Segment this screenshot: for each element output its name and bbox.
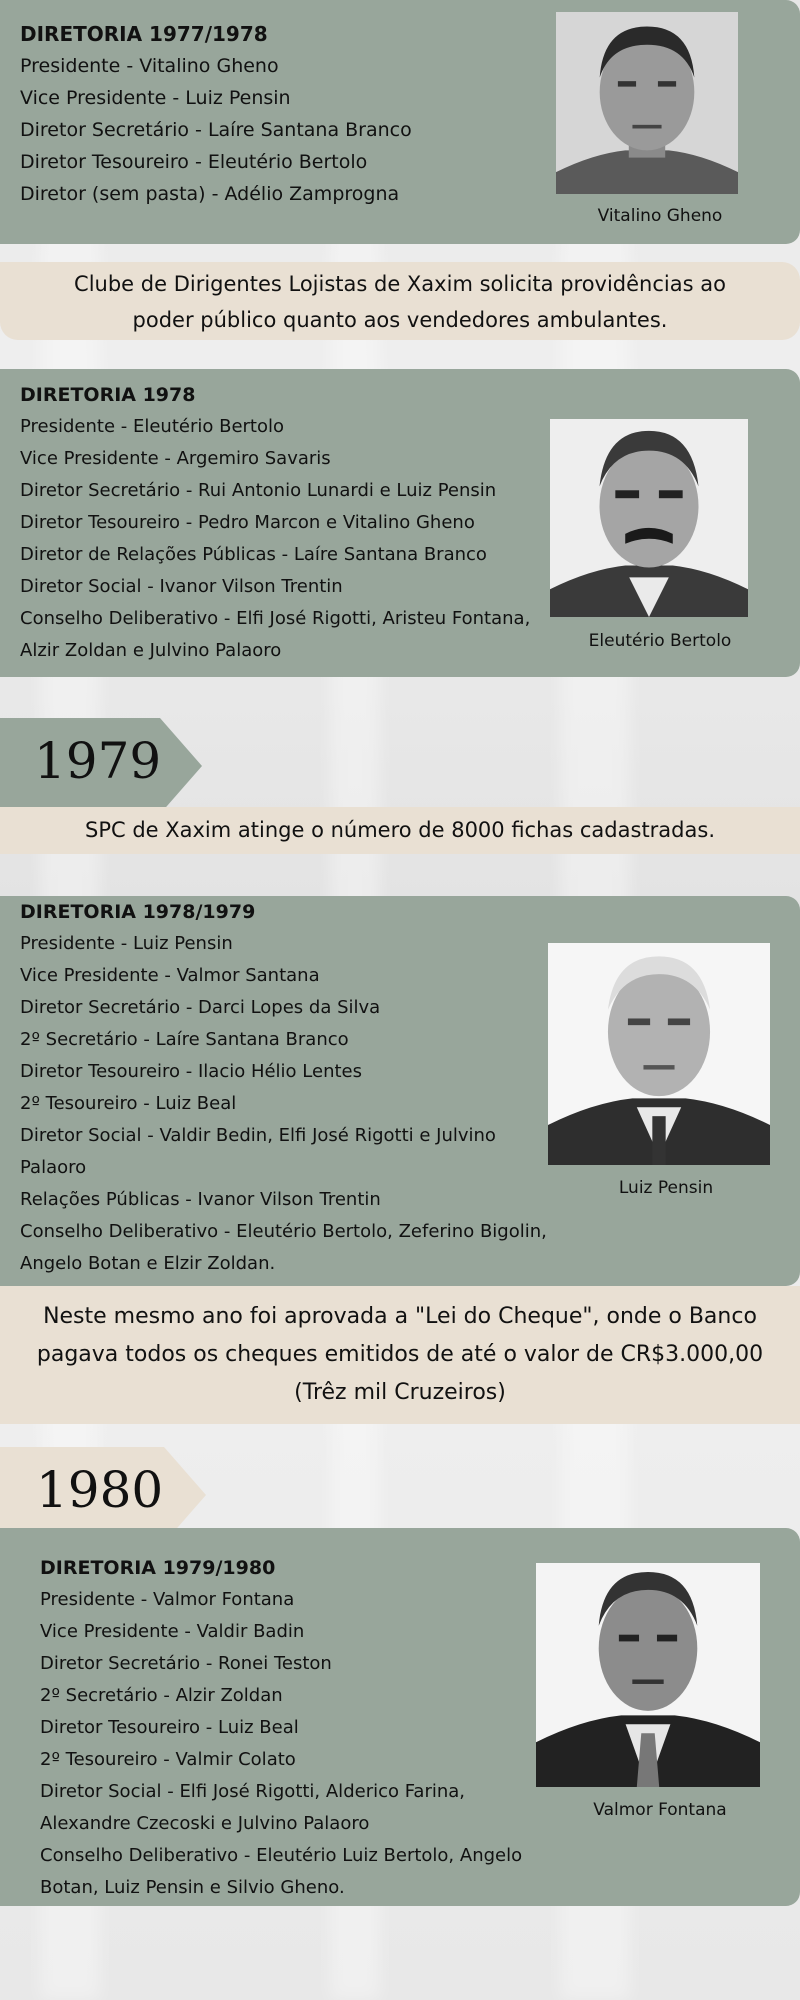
board-member-line: Diretor Social - Ivanor Vilson Trentin [20,576,343,597]
note-text: SPC de Xaxim atinge o número de 8000 fichas cadastradas. [84,818,715,842]
note-text-line: Clube de Dirigentes Lojistas de Xaxim solicita providências ao [74,272,726,296]
note-text-line: pagava todos os cheques emitidos de até o valor de CR$3.000,00 [36,1342,764,1367]
board-1978-1979-panel [0,896,800,1286]
board-1978-panel [0,369,800,677]
portrait-caption: Eleutério Bertolo [588,631,732,651]
note-text-line: (Trêz mil Cruzeiros) [294,1380,506,1405]
board-member-line: Diretor (sem pasta) - Adélio Zamprogna [20,183,400,205]
board-member-line: Angelo Botan e Elzir Zoldan. [20,1253,276,1274]
portrait-photo [548,943,770,1165]
board-member-line: Vice Presidente - Luiz Pensin [20,87,291,109]
board-member-line: Botan, Luiz Pensin e Silvio Gheno. [40,1877,345,1898]
board-member-line: Vice Presidente - Argemiro Savaris [20,448,331,469]
board-heading: DIRETORIA 1977/1978 [20,22,268,46]
portrait-photo [536,1563,760,1787]
board-member-line: Diretor Secretário - Ronei Teston [40,1653,332,1674]
note-banner [0,262,800,340]
board-member-line: Diretor Tesoureiro - Pedro Marcon e Vitalino Gheno [20,512,475,533]
board-heading: DIRETORIA 1979/1980 [40,1557,276,1579]
board-member-line: Diretor Social - Elfi José Rigotti, Alderico Farina, [40,1781,466,1802]
board-member-line: Presidente - Luiz Pensin [20,933,233,954]
note-banner [0,1286,800,1424]
board-member-line: 2º Tesoureiro - Luiz Beal [20,1093,237,1114]
board-heading: DIRETORIA 1978 [20,384,196,406]
board-member-line: Palaoro [20,1157,87,1178]
board-member-line: Diretor Tesoureiro - Ilacio Hélio Lentes [20,1061,362,1082]
note-text-line: poder público quanto aos vendedores ambulantes. [132,308,668,332]
board-member-line: Diretor Secretário - Darci Lopes da Silva [20,997,381,1018]
year-label: 1980 [36,1461,164,1519]
board-member-line: Diretor Social - Valdir Bedin, Elfi José Rigotti e Julvino [20,1125,496,1146]
board-member-line: Alexandre Czecoski e Julvino Palaoro [40,1813,370,1834]
board-member-line: Vice Presidente - Valdir Badin [40,1621,305,1642]
board-member-line: Alzir Zoldan e Julvino Palaoro [20,640,282,661]
note-banner [0,807,800,854]
year-1979-marker [0,718,202,814]
portrait-caption: Vitalino Gheno [597,206,723,226]
board-member-line: Diretor Tesoureiro - Eleutério Bertolo [20,151,368,173]
board-member-line: Presidente - Vitalino Gheno [20,55,279,77]
board-member-line: Diretor de Relações Públicas - Laíre Santana Branco [20,544,487,565]
board-member-line: Conselho Deliberativo - Elfi José Rigotti, Aristeu Fontana, [20,608,531,629]
board-1977-1978-panel [0,0,800,244]
portrait-caption: Luiz Pensin [618,1178,714,1198]
board-member-line: Diretor Secretário - Laíre Santana Branco [20,119,412,141]
portrait-photo [556,12,738,194]
board-member-line: Conselho Deliberativo - Eleutério Luiz Bertolo, Angelo [40,1845,523,1866]
board-member-line: Presidente - Valmor Fontana [40,1589,295,1610]
year-label: 1979 [34,732,162,790]
board-heading: DIRETORIA 1978/1979 [20,901,256,923]
board-member-line: 2º Secretário - Alzir Zoldan [40,1685,283,1706]
board-member-line: 2º Secretário - Laíre Santana Branco [20,1029,349,1050]
board-1979-1980-panel [0,1528,800,1906]
note-text-line: Neste mesmo ano foi aprovada a "Lei do Cheque", onde o Banco [43,1304,757,1329]
portrait-caption: Valmor Fontana [593,1800,727,1820]
board-member-line: Conselho Deliberativo - Eleutério Bertolo, Zeferino Bigolin, [20,1221,547,1242]
board-member-line: 2º Tesoureiro - Valmir Colato [40,1749,296,1770]
board-member-line: Vice Presidente - Valmor Santana [20,965,320,986]
portrait-photo [550,419,748,617]
board-member-line: Diretor Tesoureiro - Luiz Beal [40,1717,299,1738]
board-member-line: Presidente - Eleutério Bertolo [20,416,285,437]
board-member-line: Diretor Secretário - Rui Antonio Lunardi e Luiz Pensin [20,480,497,501]
board-member-line: Relações Públicas - Ivanor Vilson Trentin [20,1189,381,1210]
